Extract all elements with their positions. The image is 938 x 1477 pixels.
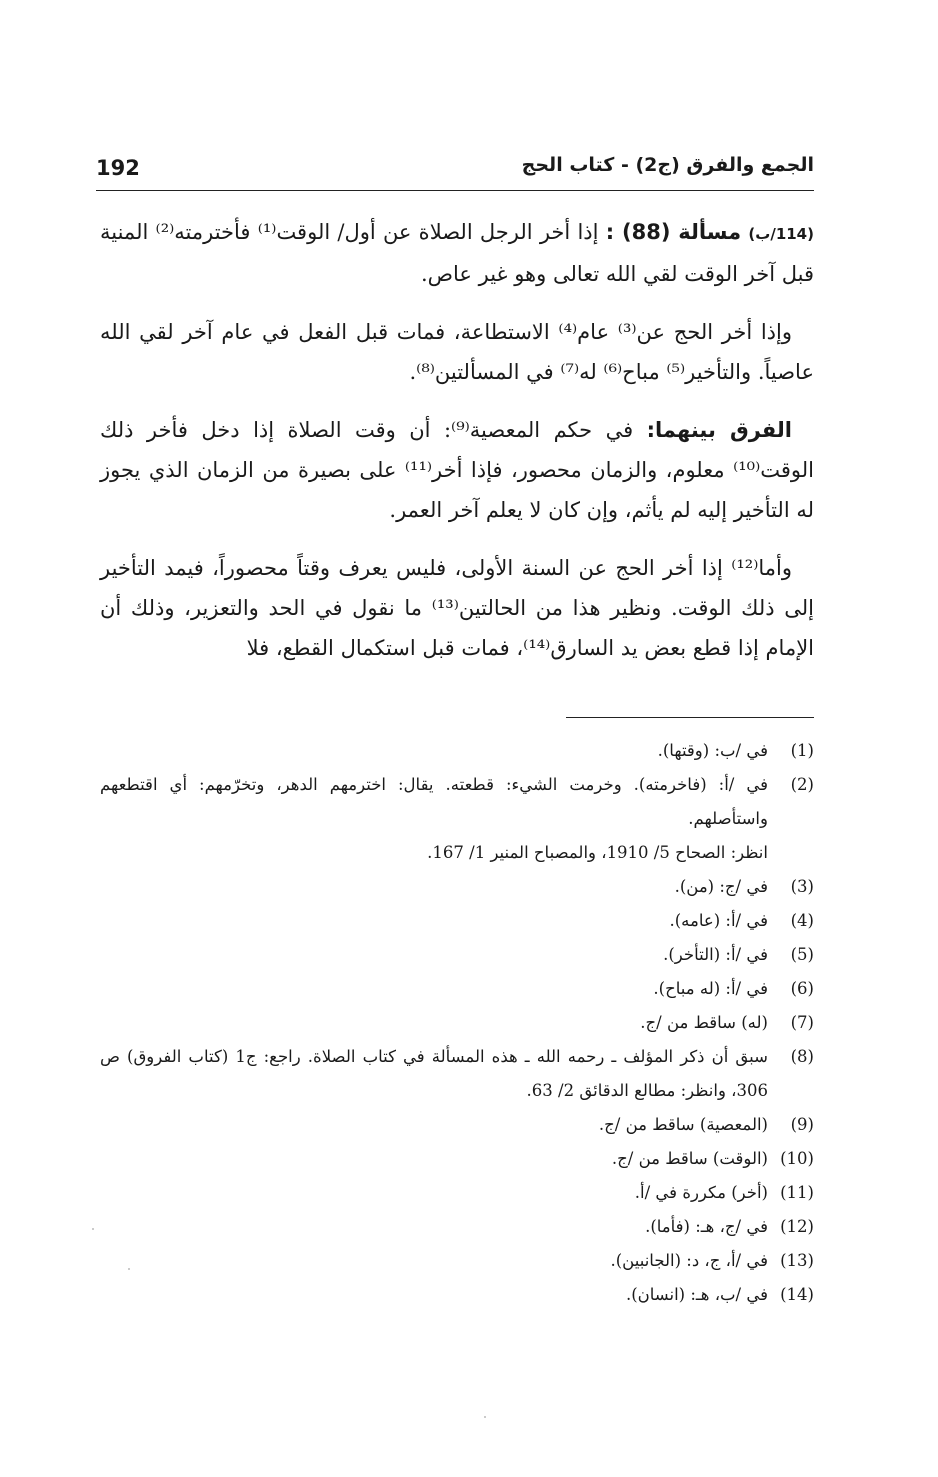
footnote <box>100 1210 814 1244</box>
footnote-number: (12) <box>780 1217 814 1236</box>
footnote-text: (المعصية) ساقط من /ج. <box>598 1115 768 1134</box>
page-header <box>96 150 814 191</box>
manuscript-folio-ref: (114/ب) <box>748 225 814 243</box>
footnote-text: في /أ: (له مباح). <box>653 979 768 998</box>
footnote <box>100 1006 814 1040</box>
page-number: 192 <box>96 156 140 180</box>
footnote-number: (2) <box>790 775 814 794</box>
footnote-number: (9) <box>790 1115 814 1134</box>
footnote-text: (له) ساقط من /ج. <box>640 1013 768 1032</box>
footnote <box>100 836 814 870</box>
footnote <box>100 768 814 836</box>
footnote <box>100 734 814 768</box>
footnote <box>100 904 814 938</box>
footnote-text: انظر: الصحاح 5/ 1910، والمصباح المنير 1/ 167. <box>427 843 768 862</box>
footnote <box>100 1142 814 1176</box>
footnote <box>100 972 814 1006</box>
footnote <box>100 1040 814 1108</box>
footnote-number: (3) <box>790 877 814 896</box>
footnote-text: (الوقت) ساقط من /ج. <box>611 1149 768 1168</box>
footnotes <box>100 734 814 1312</box>
footnote-number: (14) <box>780 1285 814 1304</box>
issue-paragraph <box>100 212 814 294</box>
footnote-number: (8) <box>790 1047 814 1066</box>
footnote-text: في /أ: (عامه). <box>669 911 768 930</box>
difference-lead: الفرق بينهما: <box>646 418 792 442</box>
footnote <box>100 1244 814 1278</box>
scan-speck <box>484 1416 486 1418</box>
footnote <box>100 1278 814 1312</box>
footnote-text: في /أ، ج، د: (الجانبين). <box>610 1251 768 1270</box>
footnote-number: (1) <box>790 741 814 760</box>
footnote-text: في /ج، هـ: (فأما). <box>645 1217 768 1236</box>
footnote-text: في /أ: (فاخرمته). وخرمت الشيء: قطعته. يقال: اخترمهم الدهر، وتخرّمهم: أي اقتطعهم واستأصلهم. <box>100 775 768 828</box>
footnote <box>100 1176 814 1210</box>
paragraph: وأما⁽¹²⁾ إذا أخر الحج عن السنة الأولى، فليس يعرف وقتاً محصوراً، فيمد التأخير إلى ذلك الوقت. ونظير هذا من الحالتين⁽¹³⁾ ما نقول في الحد والتعزير، وذلك أن الإمام إذا قطع بعض يد السارق⁽¹⁴⁾، فمات قبل استكمال القطع، فلا <box>100 556 814 660</box>
footnote-text: (أخر) مكررة في /أ. <box>634 1183 768 1202</box>
footnote <box>100 870 814 904</box>
running-title: الجمع والفرق (ج2) - كتاب الحج <box>521 154 814 176</box>
footnote-number: (5) <box>790 945 814 964</box>
footnote-text: في /ب: (وقتها). <box>657 741 768 760</box>
footnote-number: (11) <box>780 1183 814 1202</box>
footnote-number: (6) <box>790 979 814 998</box>
difference-paragraph <box>100 410 814 530</box>
difference-text: أن وقت الصلاة إذا دخل فأخر ذلك الوقت⁽¹⁰⁾ معلوم، والزمان محصور، فإذا أخر⁽¹¹⁾ على بصيرة من الزمان الذي يجوز له التأخير إليه لم يأثم، وإن كان لا يعلم آخر العمر. <box>100 418 814 522</box>
footnote-number: (4) <box>790 911 814 930</box>
footnote <box>100 1108 814 1142</box>
footnote <box>100 938 814 972</box>
footnote-number: (10) <box>780 1149 814 1168</box>
difference-intro: في حكم المعصية⁽⁹⁾: <box>443 418 634 442</box>
scan-speck <box>92 1228 94 1230</box>
paragraph: وإذا أخر الحج عن⁽³⁾ عام⁽⁴⁾ الاستطاعة، فمات قبل الفعل في عام آخر لقي الله عاصياً. والتأخير⁽⁵⁾ مباح⁽⁶⁾ له⁽⁷⁾ في المسألتين⁽⁸⁾. <box>100 320 814 384</box>
footnote-text: سبق أن ذكر المؤلف ـ رحمه الله ـ هذه المسألة في كتاب الصلاة. راجع: ج1 (كتاب الفروق) ص 306، وانظر: مطالع الدقائق 2/ 63. <box>100 1047 768 1100</box>
footnote-text: في /ب، هـ: (انسان). <box>625 1285 768 1304</box>
footnote-number: (7) <box>790 1013 814 1032</box>
main-text <box>100 212 814 686</box>
scan-speck <box>128 1268 130 1270</box>
footnote-text: في /أ: (التأخر). <box>663 945 768 964</box>
issue-text: إذا أخر الرجل الصلاة عن أول/ الوقت⁽¹⁾ فأخترمته⁽²⁾ المنية قبل آخر الوقت لقي الله تعالى وهو غير عاص. <box>100 220 814 286</box>
footnote-separator <box>566 717 814 718</box>
footnote-number: (13) <box>780 1251 814 1270</box>
footnote-number <box>768 836 814 870</box>
issue-label: مسألة (88) : <box>605 220 742 244</box>
footnote-text: في /ج: (من). <box>674 877 768 896</box>
